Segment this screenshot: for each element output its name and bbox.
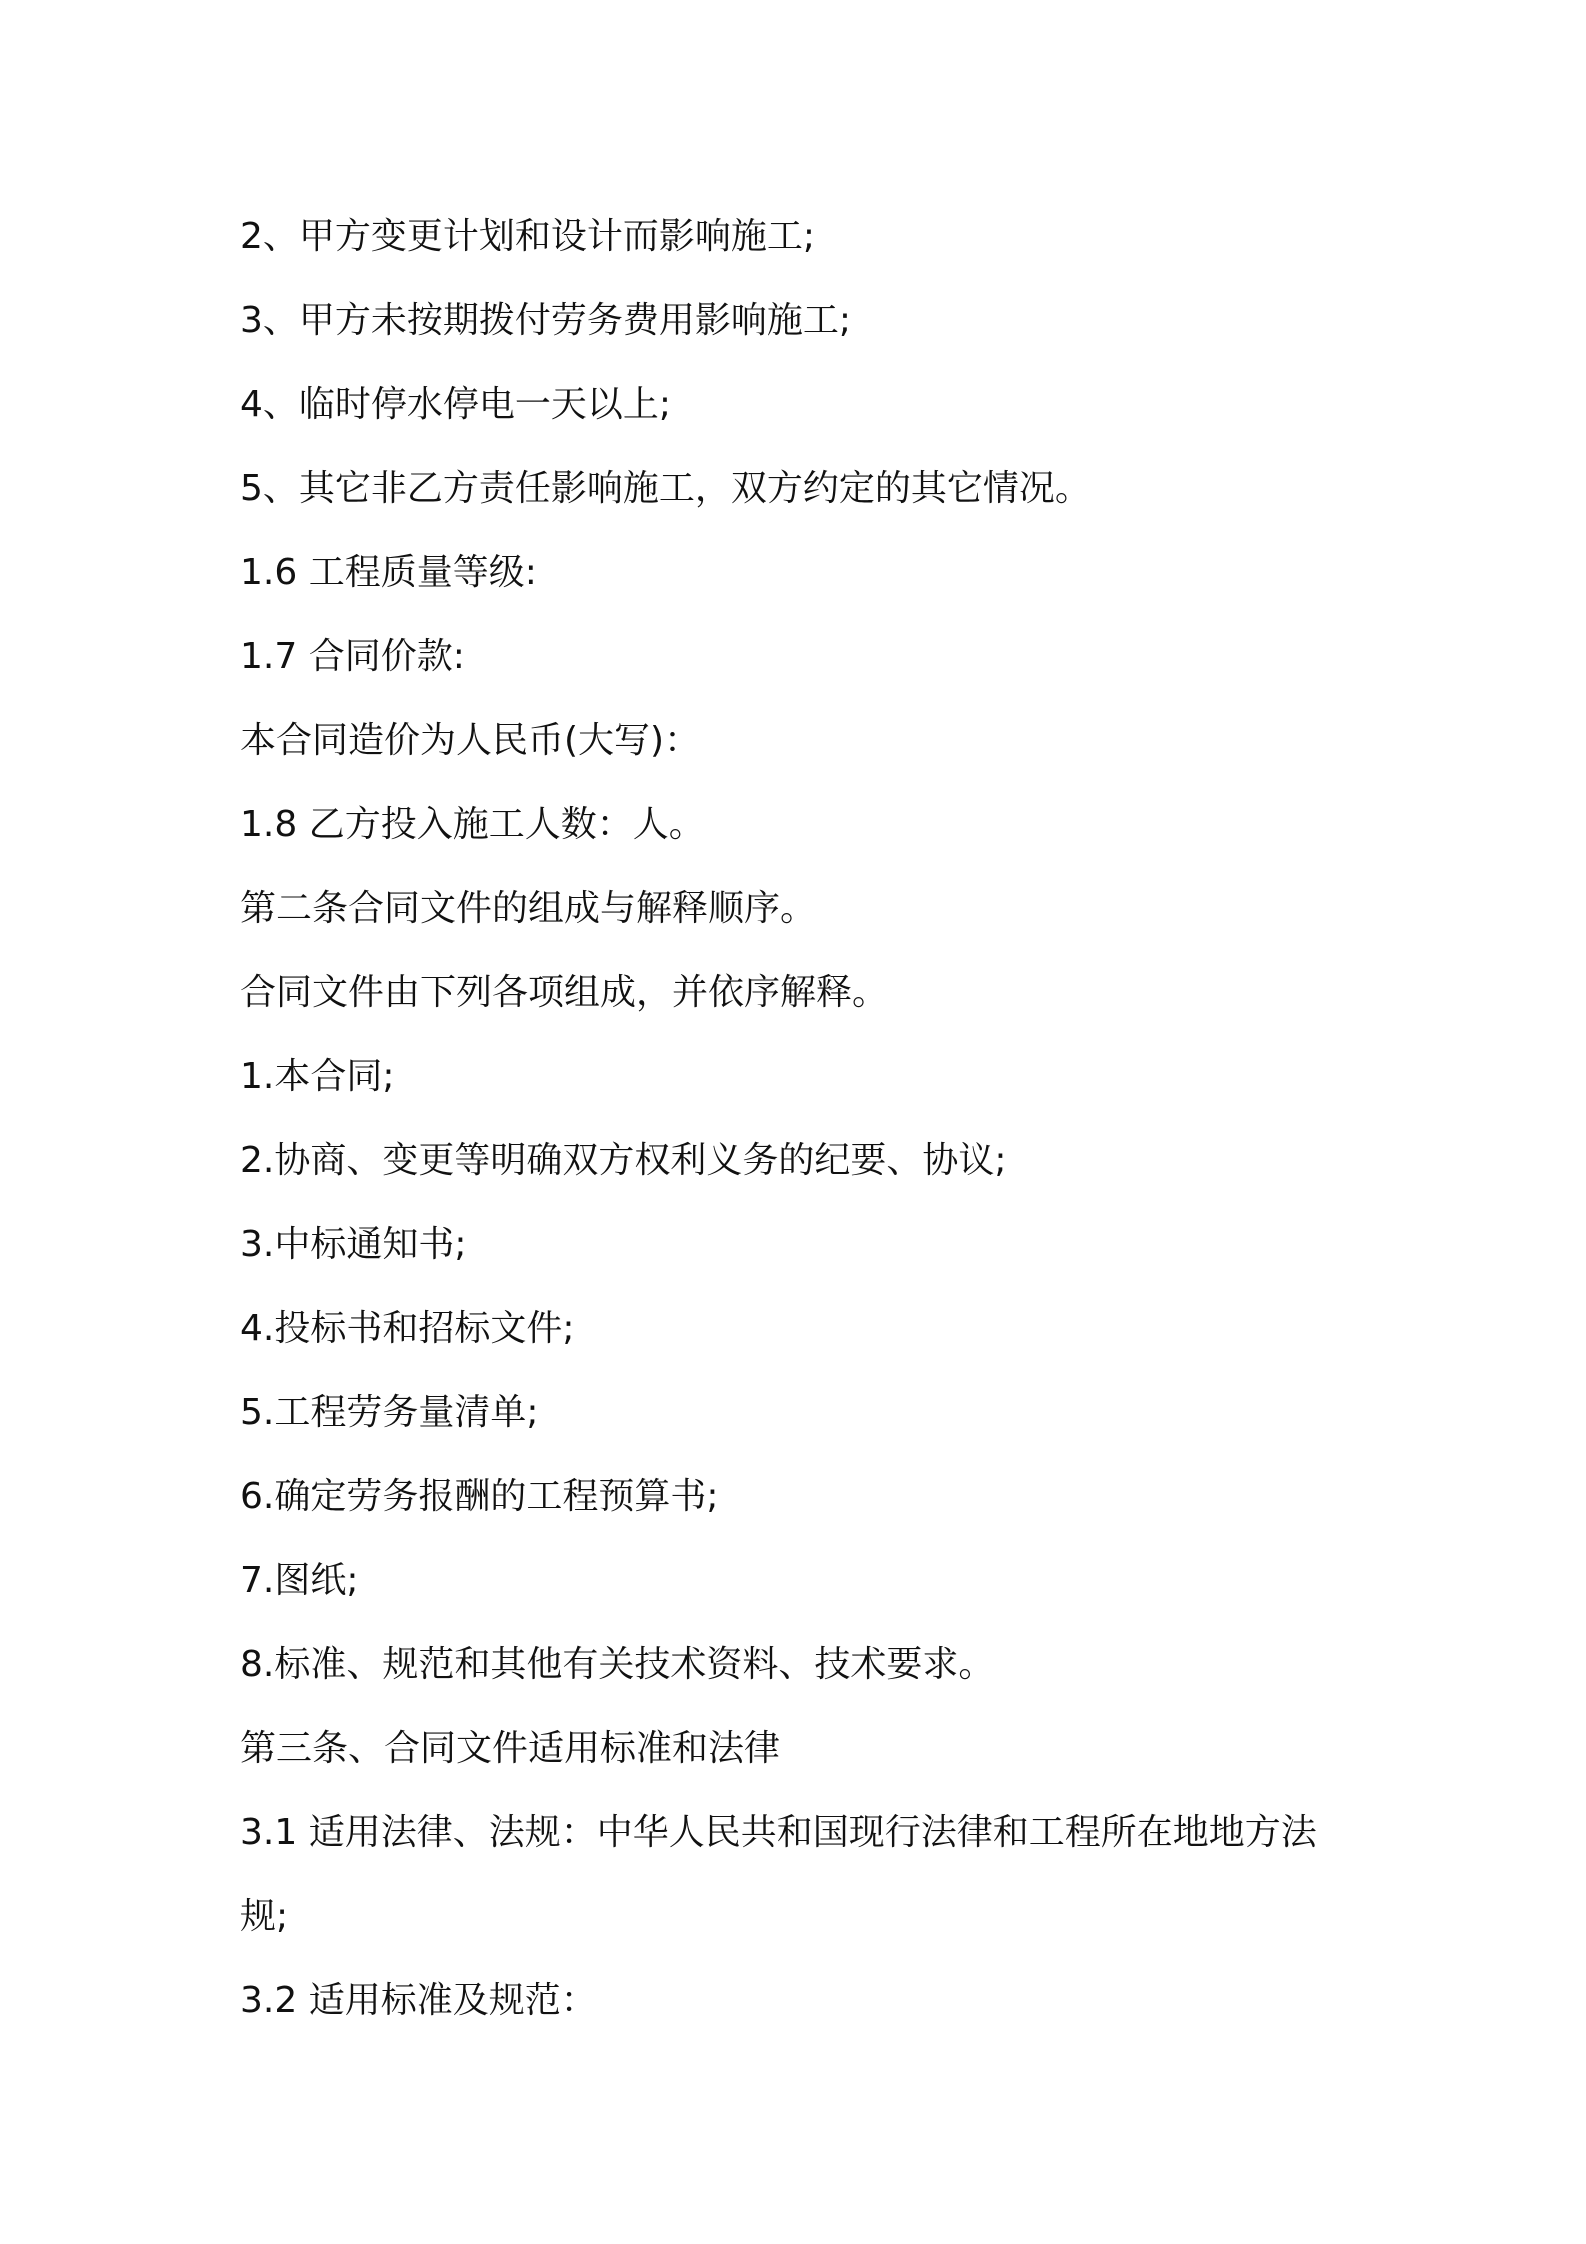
text-line: 规;	[240, 1896, 289, 1937]
list-item: 5.工程劳务量清单;	[240, 1392, 539, 1433]
section-heading: 1.7 合同价款:	[240, 636, 465, 677]
list-item: 4.投标书和招标文件;	[240, 1308, 575, 1349]
article-heading: 第三条、合同文件适用标准和法律	[240, 1728, 781, 1769]
list-item: 1.本合同;	[240, 1056, 395, 1097]
text-line: 3、甲方未按期拨付劳务费用影响施工;	[240, 300, 852, 341]
document-body	[240, 195, 1400, 2043]
text-line: 本合同造价为人民币(大写)：	[240, 720, 701, 761]
section-heading: 3.2 适用标准及规范：	[240, 1980, 597, 2021]
text-line: 3.1 适用法律、法规：中华人民共和国现行法律和工程所在地地方法	[240, 1812, 1317, 1853]
text-line: 2、甲方变更计划和设计而影响施工;	[240, 216, 816, 257]
list-item: 8.标准、规范和其他有关技术资料、技术要求。	[240, 1644, 995, 1685]
list-item: 3.中标通知书;	[240, 1224, 467, 1265]
article-heading: 第二条合同文件的组成与解释顺序。	[240, 888, 817, 929]
list-item: 7.图纸;	[240, 1560, 359, 1601]
text-line: 4、临时停水停电一天以上;	[240, 384, 672, 425]
list-item: 6.确定劳务报酬的工程预算书;	[240, 1476, 719, 1517]
text-line: 5、其它非乙方责任影响施工，双方约定的其它情况。	[240, 468, 1091, 509]
list-item: 2.协商、变更等明确双方权利义务的纪要、协议;	[240, 1140, 1007, 1181]
section-heading: 1.8 乙方投入施工人数：人。	[240, 804, 705, 845]
section-heading: 1.6 工程质量等级:	[240, 552, 537, 593]
text-line: 合同文件由下列各项组成，并依序解释。	[240, 972, 889, 1013]
